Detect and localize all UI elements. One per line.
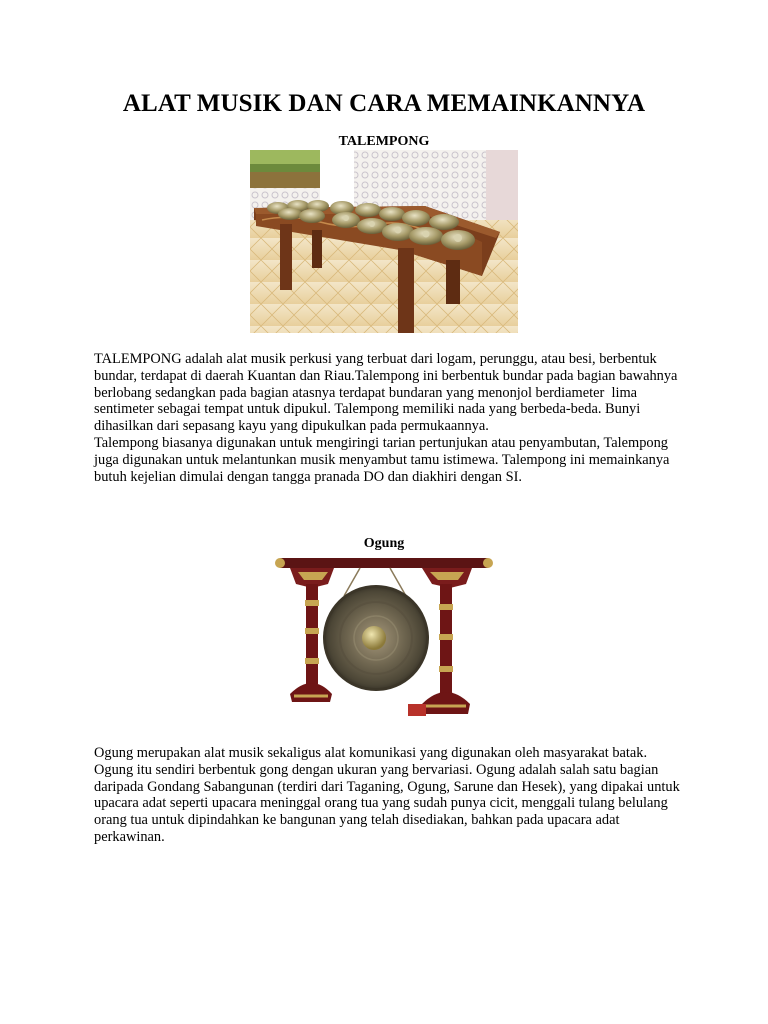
talempong-photo bbox=[250, 150, 518, 333]
talempong-description bbox=[94, 351, 684, 485]
ogung-description bbox=[94, 745, 684, 846]
section-heading-ogung: Ogung bbox=[363, 536, 405, 551]
ogung-paragraph-1: Ogung merupakan alat musik sekaligus alat komunikasi yang digunakan oleh masyarakat batak. Ogung itu sendiri berbentuk gong dengan ukuran yang bervariasi. Ogung adalah salah satu bagian daripada Gondang Sabangunan (terdiri dari Taganing, Ogung, Sarune dan Hesek), yang dipakai untuk upacara adat seperti upacara meninggal orang tua yang sudah punya cicit, menggali tulang belulang orang tua untuk dipindahkan ke bangunan yang telah disediakan, bahkan pada upacara adat perkawinan. bbox=[94, 745, 684, 845]
page-title: ALAT MUSIK DAN CARA MEMAINKANNYA bbox=[122, 90, 646, 117]
talempong-paragraph-2: Talempong biasanya digunakan untuk mengiringi tarian pertunjukan atau penyambutan, Talempong juga digunakan untuk melantunkan musik menyambut tamu istimewa. Talempong ini memainkanya butuh kejelian dimulai dengan tangga pranada DO dan diakhiri dengan SI. bbox=[94, 434, 674, 485]
talempong-paragraph-1: TALEMPONG adalah alat musik perkusi yang terbuat dari logam, perunggu, atau besi, berbentuk bundar, terdapat di daerah Kuantan dan Riau.Talempong ini berbentuk bundar pada bagian bawahnya berlobang sedangkan pada bagian atasnya terdapat bundaran yang menonjol berdiameter lima sentimeter sebagai tempat untuk dipukul. Talempong memiliki nada yang berbeda-beda. Bunyi dihasilkan dari sepasang kayu yang dipukulkan pada permukaannya. bbox=[94, 351, 682, 435]
ogung-photo bbox=[272, 554, 494, 726]
section-heading-talempong: TALEMPONG bbox=[338, 134, 430, 149]
